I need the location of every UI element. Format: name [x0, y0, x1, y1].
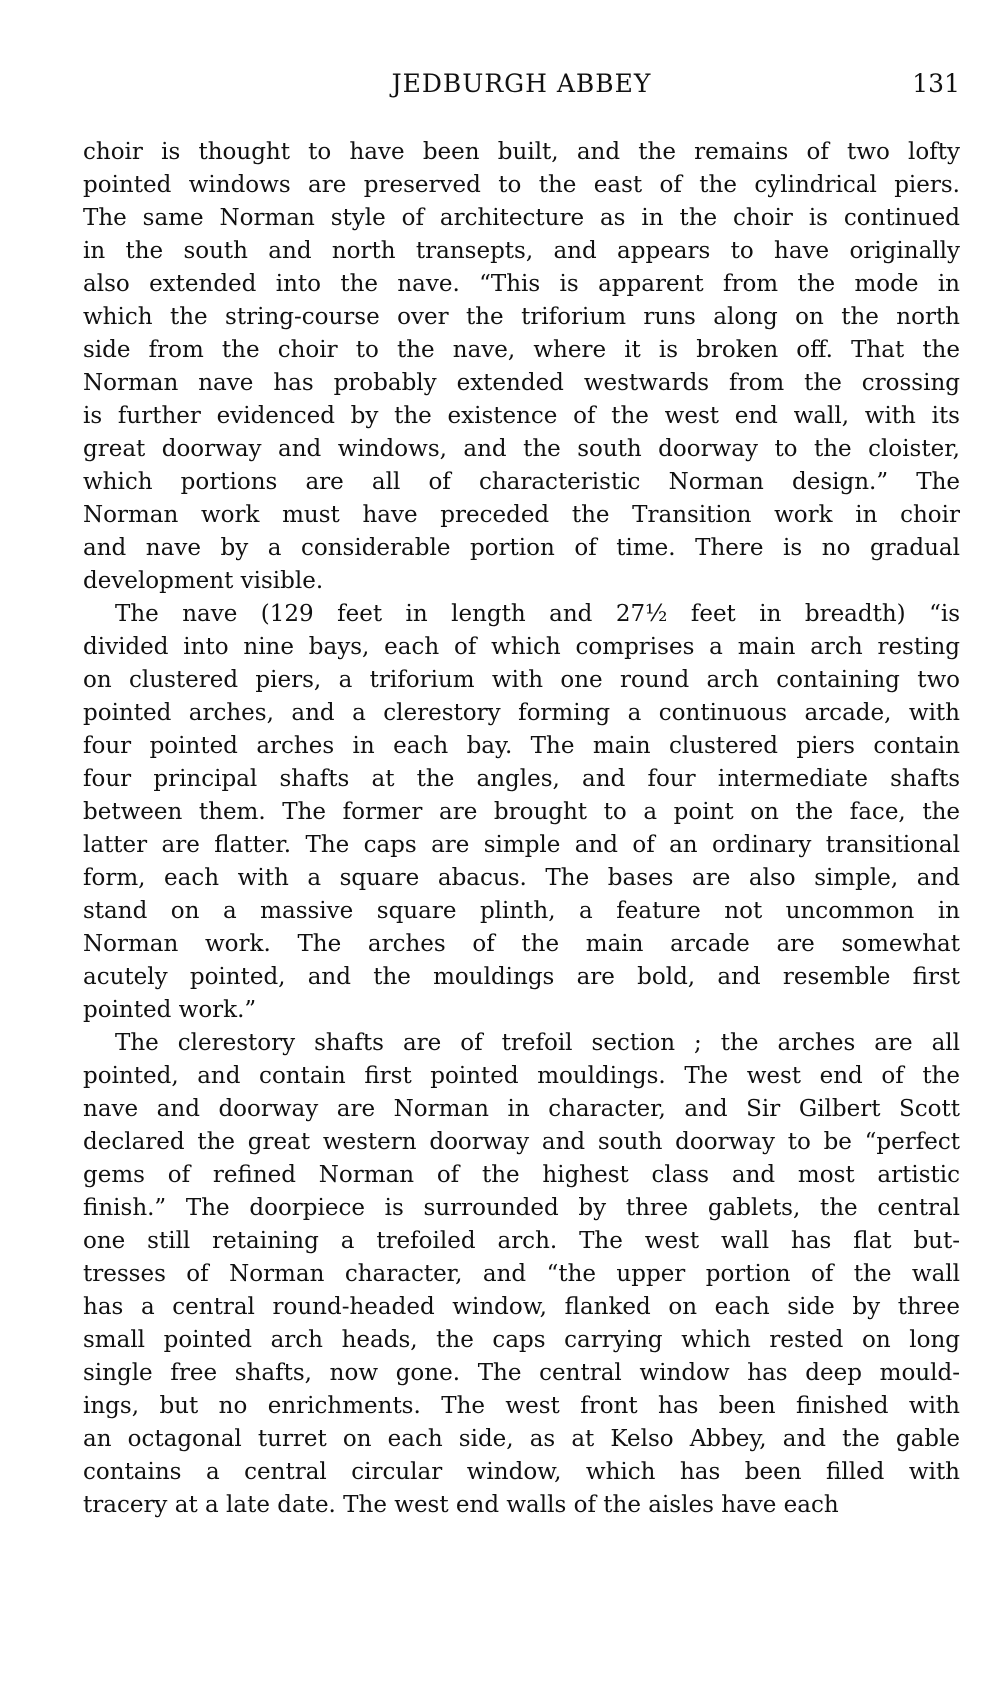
- text-line: side from the choir to the nave, where it is broken off. That the: [83, 337, 960, 363]
- paragraph: [83, 1027, 960, 1522]
- text-line: pointed windows are preserved to the east of the cylindrical piers.: [83, 172, 960, 198]
- text-line: The same Norman style of architecture as in the choir is continued: [83, 205, 960, 231]
- text-line: stand on a massive square plinth, a feature not uncommon in: [83, 898, 960, 924]
- text-line: pointed work.”: [83, 997, 257, 1023]
- text-line: pointed, and contain first pointed mouldings. The west end of the: [83, 1063, 960, 1089]
- text-line: pointed arches, and a clerestory forming a continuous arcade, with: [83, 700, 960, 726]
- text-line: is further evidenced by the existence of the west end wall, with its: [83, 403, 960, 429]
- text-line: The nave (129 feet in length and 27½ feet in breadth) “is: [115, 601, 960, 627]
- page-number: 131: [912, 69, 960, 98]
- text-line: The clerestory shafts are of trefoil section ; the arches are all: [115, 1030, 960, 1056]
- text-line: contains a central circular window, which has been filled with: [83, 1459, 960, 1485]
- text-line: which the string-course over the triforium runs along on the north: [83, 304, 960, 330]
- paragraph: [83, 136, 960, 598]
- text-line: gems of refined Norman of the highest class and most artistic: [83, 1162, 960, 1188]
- running-header: [83, 66, 960, 102]
- text-line: Norman work must have preceded the Transition work in choir: [83, 502, 960, 528]
- running-title: JEDBURGH ABBEY: [391, 69, 652, 98]
- text-line: ings, but no enrichments. The west front has been finished with: [83, 1393, 960, 1419]
- text-line: development visible.: [83, 568, 324, 594]
- text-line: an octagonal turret on each side, as at Kelso Abbey, and the gable: [83, 1426, 960, 1452]
- text-line: Norman nave has probably extended westwards from the crossing: [83, 370, 960, 396]
- text-line: finish.” The doorpiece is surrounded by three gablets, the central: [83, 1195, 960, 1221]
- body-text: [83, 136, 960, 1522]
- text-line: great doorway and windows, and the south doorway to the cloister,: [83, 436, 960, 462]
- text-line: small pointed arch heads, the caps carrying which rested on long: [83, 1327, 960, 1353]
- text-line: which portions are all of characteristic Norman design.” The: [83, 469, 960, 495]
- text-line: acutely pointed, and the mouldings are bold, and resemble first: [83, 964, 960, 990]
- text-line: four principal shafts at the angles, and four intermediate shafts: [83, 766, 960, 792]
- text-line: also extended into the nave. “This is apparent from the mode in: [83, 271, 960, 297]
- text-line: and nave by a considerable portion of time. There is no gradual: [83, 535, 960, 561]
- text-line: nave and doorway are Norman in character, and Sir Gilbert Scott: [83, 1096, 960, 1122]
- text-line: divided into nine bays, each of which comprises a main arch resting: [83, 634, 960, 660]
- paragraph: [83, 598, 960, 1027]
- text-line: on clustered piers, a triforium with one round arch containing two: [83, 667, 960, 693]
- text-line: has a central round-headed window, flanked on each side by three: [83, 1294, 960, 1320]
- text-line: one still retaining a trefoiled arch. The west wall has flat but-: [83, 1228, 960, 1254]
- text-line: tresses of Norman character, and “the upper portion of the wall: [83, 1261, 960, 1287]
- text-line: choir is thought to have been built, and the remains of two lofty: [83, 139, 960, 165]
- text-line: Norman work. The arches of the main arcade are somewhat: [83, 931, 960, 957]
- text-line: in the south and north transepts, and appears to have originally: [83, 238, 960, 264]
- text-line: tracery at a late date. The west end walls of the aisles have each: [83, 1492, 839, 1518]
- text-line: single free shafts, now gone. The central window has deep mould-: [83, 1360, 960, 1386]
- text-line: between them. The former are brought to a point on the face, the: [83, 799, 960, 825]
- text-line: form, each with a square abacus. The bases are also simple, and: [83, 865, 960, 891]
- text-line: declared the great western doorway and south doorway to be “perfect: [83, 1129, 960, 1155]
- text-line: four pointed arches in each bay. The main clustered piers contain: [83, 733, 960, 759]
- text-line: latter are flatter. The caps are simple and of an ordinary transitional: [83, 832, 960, 858]
